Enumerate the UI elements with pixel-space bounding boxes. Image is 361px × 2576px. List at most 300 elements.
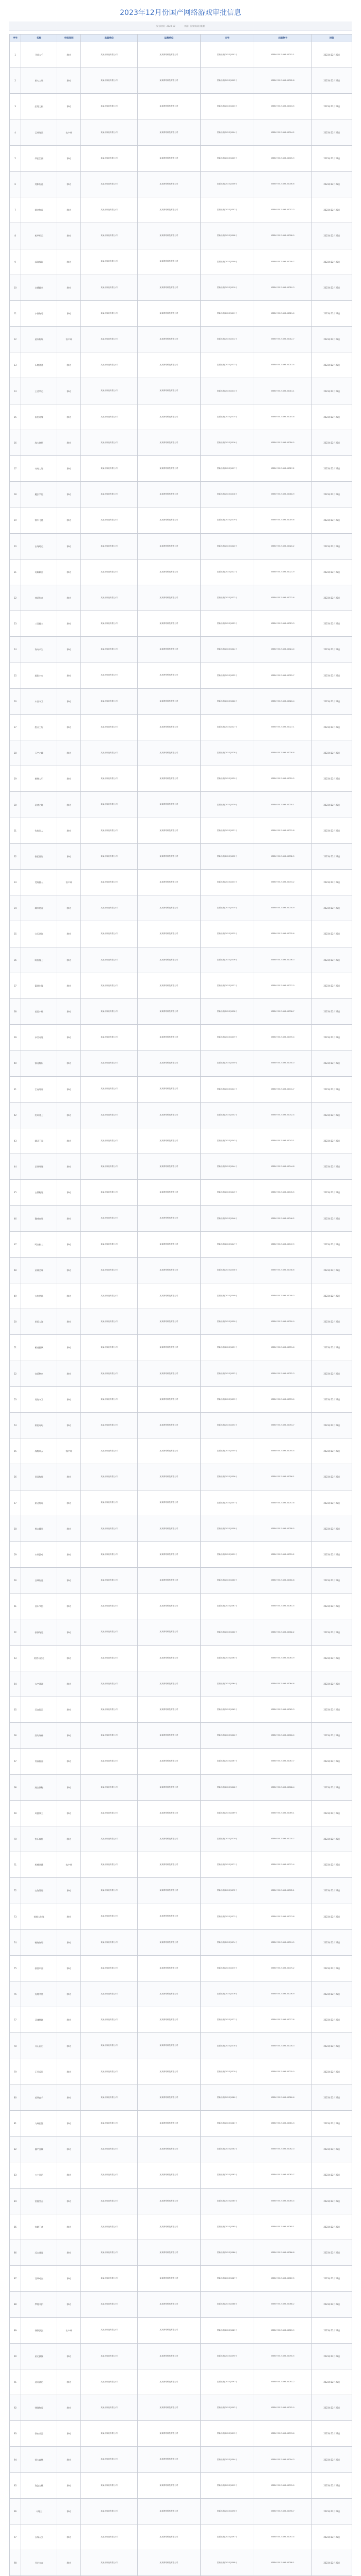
cell-publisher: 某某出版社有限公司 [81,663,138,688]
cell-doc: 国新出审[2023]1097号 [201,2524,254,2550]
cell-date: 2023年12月22日 [312,1929,352,1955]
cell-isbn: ISBN 978-7-498-00010-3 [254,275,312,300]
cell-type: 移动 [57,1257,81,1283]
cell-date: 2023年12月22日 [312,1852,352,1878]
cell-operator: 某某网络科技有限公司 [138,1283,201,1309]
cell-type: 移动 [57,818,81,843]
cell-name: 快乐麻将 [21,1826,57,1852]
cell-isbn: ISBN 978-7-498-00096-7 [254,2498,312,2524]
cell-publisher: 某某出版社有限公司 [81,1257,138,1283]
cell-type: 移动 [57,611,81,637]
table-row [10,94,352,120]
cell-name: 方块世界 [21,1283,57,1309]
cell-name: 圣域传说 [21,1568,57,1594]
cell-operator: 某某网络科技有限公司 [138,2033,201,2059]
cell-isbn: ISBN 978-7-498-00064-6 [254,1671,312,1697]
cell-publisher: 某某出版社有限公司 [81,1852,138,1878]
cell-no: 37 [10,973,21,998]
cell-operator: 某某网络科技有限公司 [138,482,201,507]
cell-no: 53 [10,1386,21,1412]
cell-isbn: ISBN 978-7-498-00088-2 [254,2292,312,2317]
cell-type: 移动 [57,1464,81,1490]
cell-type: 移动 [57,1568,81,1594]
cell-name: 奇迹大陆 [21,456,57,482]
cell-name: 射击精英 [21,1516,57,1541]
cell-doc: 国新出审[2023]1024号 [201,637,254,663]
cell-name: 龙城霸业 [21,275,57,300]
cell-doc: 国新出审[2023]1084号 [201,2188,254,2214]
table-row [10,430,352,455]
table-row [10,1102,352,1128]
cell-type: 客户端 [57,327,81,352]
table-row [10,1904,352,1929]
table-row [10,2137,352,2162]
cell-doc: 国新出审[2023]1048号 [201,1257,254,1283]
cell-operator: 某某网络科技有限公司 [138,1076,201,1102]
table-row [10,1929,352,1955]
cell-isbn: ISBN 978-7-498-00059-2 [254,1541,312,1567]
cell-doc: 国新出审[2023]1096号 [201,2498,254,2524]
cell-isbn: ISBN 978-7-498-00042-4 [254,1102,312,1128]
source: 来源：国家新闻出版署 [184,25,205,27]
cell-publisher: 某某出版社有限公司 [81,688,138,714]
cell-publisher: 某某出版社有限公司 [81,2524,138,2550]
cell-no: 68 [10,1774,21,1800]
cell-isbn: ISBN 978-7-498-00075-2 [254,1955,312,1981]
cell-name: 古墓秘境 [21,1180,57,1206]
cell-name: 甜点工坊 [21,714,57,740]
cell-operator: 某某网络科技有限公司 [138,2059,201,2084]
cell-operator: 某某网络科技有限公司 [138,2395,201,2421]
table-row [10,1826,352,1852]
table-row [10,1050,352,1076]
cell-publisher: 某某出版社有限公司 [81,2137,138,2162]
cell-no: 71 [10,1852,21,1878]
cell-name: 王者荣光 [21,378,57,404]
cell-operator: 某某网络科技有限公司 [138,223,201,249]
cell-date: 2023年12月22日 [312,1568,352,1594]
cell-operator: 某某网络科技有限公司 [138,300,201,326]
cell-operator: 某某网络科技有限公司 [138,2447,201,2472]
cell-doc: 国新出审[2023]1083号 [201,2162,254,2188]
table-row [10,249,352,275]
cell-date: 2023年12月22日 [312,585,352,611]
cell-no: 63 [10,1645,21,1671]
cell-date: 2023年12月22日 [312,2343,352,2369]
cell-name: 雷霆突击 [21,2188,57,2214]
cell-name: 迷宫探秘 [21,1774,57,1800]
cell-type: 移动 [57,507,81,533]
cell-doc: 国新出审[2023]1088号 [201,2292,254,2317]
cell-isbn: ISBN 978-7-498-00084-4 [254,2188,312,2214]
cell-isbn: ISBN 978-7-498-00079-0 [254,2059,312,2084]
cell-name: 机械迷城 [21,1852,57,1878]
table-row [10,1594,352,1619]
cell-name: 冰雪奇境 [21,1025,57,1050]
cell-publisher: 某某出版社有限公司 [81,2447,138,2472]
cell-doc: 国新出审[2023]1094号 [201,2447,254,2472]
cell-name: 海盗宝藏 [21,2472,57,2498]
table-row [10,1568,352,1594]
cell-type: 客户端 [57,1852,81,1878]
cell-operator: 某某网络科技有限公司 [138,2162,201,2188]
cell-operator: 某某网络科技有限公司 [138,249,201,275]
cell-operator: 某某网络科技有限公司 [138,1774,201,1800]
table-row [10,2317,352,2343]
table-row [10,2188,352,2214]
cell-date: 2023年12月22日 [312,378,352,404]
cell-date: 2023年12月22日 [312,145,352,171]
cell-date: 2023年12月22日 [312,42,352,68]
cell-operator: 某某网络科技有限公司 [138,1309,201,1335]
cell-name: 像素冒险 [21,843,57,869]
cell-name: 机甲纪元 [21,223,57,249]
cell-date: 2023年12月22日 [312,2317,352,2343]
cell-name: 月光宝盒 [21,2550,57,2576]
table-row [10,352,352,378]
table-row [10,921,352,947]
cell-type: 移动 [57,197,81,223]
cell-doc: 国新出审[2023]1028号 [201,740,254,766]
cell-type: 移动 [57,2188,81,2214]
cell-isbn: ISBN 978-7-498-00034-9 [254,895,312,921]
cell-date: 2023年12月22日 [312,1412,352,1438]
cell-doc: 国新出审[2023]1016号 [201,430,254,455]
cell-type: 移动 [57,430,81,455]
cell-date: 2023年12月22日 [312,1335,352,1361]
cell-no: 60 [10,1568,21,1594]
table-row [10,2524,352,2550]
cell-no: 72 [10,1878,21,1904]
table-row [10,1852,352,1878]
cell-operator: 某某网络科技有限公司 [138,533,201,559]
cell-operator: 某某网络科技有限公司 [138,1231,201,1257]
cell-no: 9 [10,249,21,275]
cell-publisher: 某某出版社有限公司 [81,714,138,740]
cell-name: 百战天虫 [21,2524,57,2550]
cell-publisher: 某某出版社有限公司 [81,2214,138,2240]
table-row [10,585,352,611]
cell-publisher: 某某出版社有限公司 [81,2395,138,2421]
cell-operator: 某某网络科技有限公司 [138,1645,201,1671]
table-row [10,1361,352,1386]
cell-no: 49 [10,1283,21,1309]
cell-operator: 某某网络科技有限公司 [138,818,201,843]
cell-date: 2023年12月22日 [312,973,352,998]
cell-operator: 某某网络科技有限公司 [138,611,201,637]
cell-operator: 某某网络科技有限公司 [138,1723,201,1749]
cell-doc: 国新出审[2023]1092号 [201,2395,254,2421]
cell-date: 2023年12月22日 [312,68,352,94]
cell-name: 逍遥游记 [21,2369,57,2395]
cell-publisher: 某某出版社有限公司 [81,2059,138,2084]
cell-type: 移动 [57,1619,81,1645]
cell-name: 寻道大千 [21,42,57,68]
cell-doc: 国新出审[2023]1037号 [201,973,254,998]
cell-type: 移动 [57,1154,81,1180]
cell-type: 移动 [57,352,81,378]
cell-name: 战火燎原 [21,430,57,455]
cell-isbn: ISBN 978-7-498-00048-6 [254,1257,312,1283]
cell-no: 23 [10,611,21,637]
cell-date: 2023年12月22日 [312,171,352,197]
table-row [10,611,352,637]
cell-doc: 国新出审[2023]1020号 [201,533,254,559]
cell-operator: 某某网络科技有限公司 [138,1568,201,1594]
cell-name: 无尽远征 [21,2059,57,2084]
table-row [10,1619,352,1645]
cell-isbn: ISBN 978-7-498-00037-0 [254,973,312,998]
cell-no: 97 [10,2524,21,2550]
header-doc: 文号 [201,35,254,42]
cell-name: 萌宠物语 [21,197,57,223]
cell-publisher: 某某出版社有限公司 [81,1102,138,1128]
cell-type: 移动 [57,68,81,94]
table-row [10,559,352,585]
cell-operator: 某某网络科技有限公司 [138,1878,201,1904]
cell-operator: 某某网络科技有限公司 [138,456,201,482]
cell-type: 移动 [57,947,81,973]
cell-type: 客户端 [57,120,81,145]
cell-no: 88 [10,2292,21,2317]
cell-type: 移动 [57,223,81,249]
table-row [10,1464,352,1490]
cell-publisher: 某某出版社有限公司 [81,2162,138,2188]
cell-isbn: ISBN 978-7-498-00033-2 [254,870,312,895]
cell-publisher: 某某出版社有限公司 [81,973,138,998]
table-row [10,2498,352,2524]
cell-publisher: 某某出版社有限公司 [81,2188,138,2214]
cell-doc: 国新出审[2023]1079号 [201,2059,254,2084]
page [9,0,352,2576]
cell-type: 移动 [57,1645,81,1671]
cell-publisher: 某某出版社有限公司 [81,352,138,378]
table-row [10,1386,352,1412]
cell-no: 3 [10,94,21,120]
cell-isbn: ISBN 978-7-498-00014-1 [254,378,312,404]
cell-isbn: ISBN 978-7-498-00001-1 [254,42,312,68]
cell-no: 98 [10,2550,21,2576]
cell-publisher: 某某出版社有限公司 [81,171,138,197]
cell-name: 拼图乐园 [21,1955,57,1981]
cell-operator: 某某网络科技有限公司 [138,197,201,223]
cell-publisher: 某某出版社有限公司 [81,223,138,249]
cell-no: 16 [10,430,21,455]
cell-operator: 某某网络科技有限公司 [138,1180,201,1206]
cell-doc: 国新出审[2023]1064号 [201,1671,254,1697]
cell-doc: 国新出审[2023]1070号 [201,1826,254,1852]
cell-isbn: ISBN 978-7-498-00049-3 [254,1283,312,1309]
cell-no: 92 [10,2395,21,2421]
cell-operator: 某某网络科技有限公司 [138,507,201,533]
cell-publisher: 某某出版社有限公司 [81,1904,138,1929]
cell-isbn: ISBN 978-7-498-00032-5 [254,843,312,869]
cell-name: 九州幻想 [21,2111,57,2137]
cell-operator: 某某网络科技有限公司 [138,2266,201,2292]
table-row [10,1800,352,1826]
cell-operator: 某某网络科技有限公司 [138,1412,201,1438]
cell-date: 2023年12月22日 [312,275,352,300]
cell-doc: 国新出审[2023]1051号 [201,1335,254,1361]
cell-date: 2023年12月22日 [312,998,352,1024]
cell-type: 移动 [57,2240,81,2265]
cell-date: 2023年12月22日 [312,1671,352,1697]
cell-no: 82 [10,2137,21,2162]
cell-operator: 某某网络科技有限公司 [138,2214,201,2240]
cell-name: 足球经理 [21,1154,57,1180]
cell-type: 移动 [57,1361,81,1386]
cell-isbn: ISBN 978-7-498-00006-6 [254,171,312,197]
cell-date: 2023年12月22日 [312,249,352,275]
cell-doc: 国新出审[2023]1065号 [201,1697,254,1723]
cell-no: 10 [10,275,21,300]
cell-type: 移动 [57,1050,81,1076]
cell-isbn: ISBN 978-7-498-00097-4 [254,2524,312,2550]
cell-isbn: ISBN 978-7-498-00053-0 [254,1386,312,1412]
table-row [10,1697,352,1723]
cell-doc: 国新出审[2023]1072号 [201,1878,254,1904]
cell-isbn: ISBN 978-7-498-00028-8 [254,740,312,766]
cell-doc: 国新出审[2023]1063号 [201,1645,254,1671]
table-row [10,1257,352,1283]
publish-date: 发布时间：2023-12 [156,25,175,27]
cell-no: 45 [10,1180,21,1206]
cell-doc: 国新出审[2023]1075号 [201,1955,254,1981]
cell-operator: 某某网络科技有限公司 [138,947,201,973]
cell-no: 57 [10,1490,21,1516]
table-row [10,145,352,171]
cell-publisher: 某某出版社有限公司 [81,818,138,843]
table-row [10,1878,352,1904]
cell-type: 客户端 [57,870,81,895]
cell-isbn: ISBN 978-7-498-00076-9 [254,1981,312,2007]
cell-no: 64 [10,1671,21,1697]
cell-isbn: ISBN 978-7-498-00030-1 [254,792,312,818]
cell-name: 远古部落 [21,2240,57,2265]
cell-publisher: 某某出版社有限公司 [81,637,138,663]
table-row [10,818,352,843]
header-type: 申报类别 [57,35,81,42]
cell-publisher: 某某出版社有限公司 [81,1206,138,1231]
cell-publisher: 某某出版社有限公司 [81,1154,138,1180]
cell-date: 2023年12月22日 [312,766,352,792]
cell-doc: 国新出审[2023]1015号 [201,404,254,430]
cell-date: 2023年12月22日 [312,1438,352,1464]
cell-operator: 某某网络科技有限公司 [138,68,201,94]
table-body [10,42,352,2576]
table-row [10,1981,352,2007]
cell-operator: 某某网络科技有限公司 [138,1154,201,1180]
cell-date: 2023年12月22日 [312,2292,352,2317]
cell-name: 小镇物语 [21,300,57,326]
cell-date: 2023年12月22日 [312,1386,352,1412]
cell-publisher: 某某出版社有限公司 [81,378,138,404]
cell-isbn: ISBN 978-7-498-00004-2 [254,120,312,145]
cell-isbn: ISBN 978-7-498-00087-5 [254,2266,312,2292]
cell-operator: 某某网络科技有限公司 [138,792,201,818]
cell-doc: 国新出审[2023]1052号 [201,1361,254,1386]
cell-publisher: 某某出版社有限公司 [81,1568,138,1594]
cell-operator: 某某网络科技有限公司 [138,1981,201,2007]
table-row [10,507,352,533]
cell-publisher: 某某出版社有限公司 [81,2317,138,2343]
cell-doc: 国新出审[2023]1077号 [201,2007,254,2033]
cell-doc: 国新出审[2023]1098号 [201,2550,254,2576]
cell-isbn: ISBN 978-7-498-00007-3 [254,197,312,223]
cell-isbn: ISBN 978-7-498-00003-5 [254,94,312,120]
cell-publisher: 某某出版社有限公司 [81,1774,138,1800]
cell-publisher: 某某出版社有限公司 [81,1929,138,1955]
cell-isbn: ISBN 978-7-498-00085-1 [254,2214,312,2240]
cell-isbn: ISBN 978-7-498-00055-4 [254,1438,312,1464]
cell-isbn: ISBN 978-7-498-00057-8 [254,1490,312,1516]
cell-operator: 某某网络科技有限公司 [138,1929,201,1955]
cell-operator: 某某网络科技有限公司 [138,2240,201,2265]
cell-publisher: 某某出版社有限公司 [81,2421,138,2447]
cell-publisher: 某某出版社有限公司 [81,585,138,611]
cell-publisher: 某某出版社有限公司 [81,2007,138,2033]
cell-isbn: ISBN 978-7-498-00080-6 [254,2084,312,2110]
cell-date: 2023年12月22日 [312,870,352,895]
cell-publisher: 某某出版社有限公司 [81,482,138,507]
table-row [10,2033,352,2059]
cell-no: 69 [10,1800,21,1826]
cell-doc: 国新出审[2023]1007号 [201,197,254,223]
cell-doc: 国新出审[2023]1085号 [201,2214,254,2240]
cell-type: 移动 [57,1180,81,1206]
cell-no: 32 [10,843,21,869]
cell-no: 90 [10,2343,21,2369]
table-row [10,1412,352,1438]
cell-no: 87 [10,2266,21,2292]
cell-doc: 国新出审[2023]1068号 [201,1774,254,1800]
cell-isbn: ISBN 978-7-498-00052-3 [254,1361,312,1386]
cell-doc: 国新出审[2023]1086号 [201,2240,254,2265]
cell-type: 移动 [57,1386,81,1412]
table-row [10,1749,352,1774]
cell-publisher: 某某出版社有限公司 [81,327,138,352]
cell-publisher: 某某出版社有限公司 [81,1749,138,1774]
page-title: 2023年12月份国产网络游戏审批信息 [120,9,241,17]
cell-isbn: ISBN 978-7-498-00002-8 [254,68,312,94]
cell-operator: 某某网络科技有限公司 [138,1904,201,1929]
cell-publisher: 某某出版社有限公司 [81,1541,138,1567]
cell-date: 2023年12月22日 [312,663,352,688]
cell-doc: 国新出审[2023]1038号 [201,998,254,1024]
cell-operator: 某某网络科技有限公司 [138,2343,201,2369]
cell-type: 移动 [57,2266,81,2292]
cell-date: 2023年12月22日 [312,1102,352,1128]
cell-publisher: 某某出版社有限公司 [81,42,138,68]
cell-operator: 某某网络科技有限公司 [138,1619,201,1645]
cell-type: 移动 [57,482,81,507]
cell-type: 移动 [57,378,81,404]
cell-name: 仙侠奇缘 [21,404,57,430]
cell-type: 移动 [57,94,81,120]
cell-date: 2023年12月22日 [312,2084,352,2110]
cell-isbn: ISBN 978-7-498-00015-8 [254,404,312,430]
cell-no: 41 [10,1076,21,1102]
cell-no: 75 [10,1955,21,1981]
cell-name: 农场时光 [21,533,57,559]
cell-date: 2023年12月22日 [312,1206,352,1231]
cell-name: 宫廷秘史 [21,1361,57,1386]
cell-operator: 某某网络科技有限公司 [138,688,201,714]
cell-operator: 某某网络科技有限公司 [138,1128,201,1154]
cell-isbn: ISBN 978-7-498-00044-8 [254,1154,312,1180]
cell-type: 移动 [57,2059,81,2084]
table-row [10,1154,352,1180]
